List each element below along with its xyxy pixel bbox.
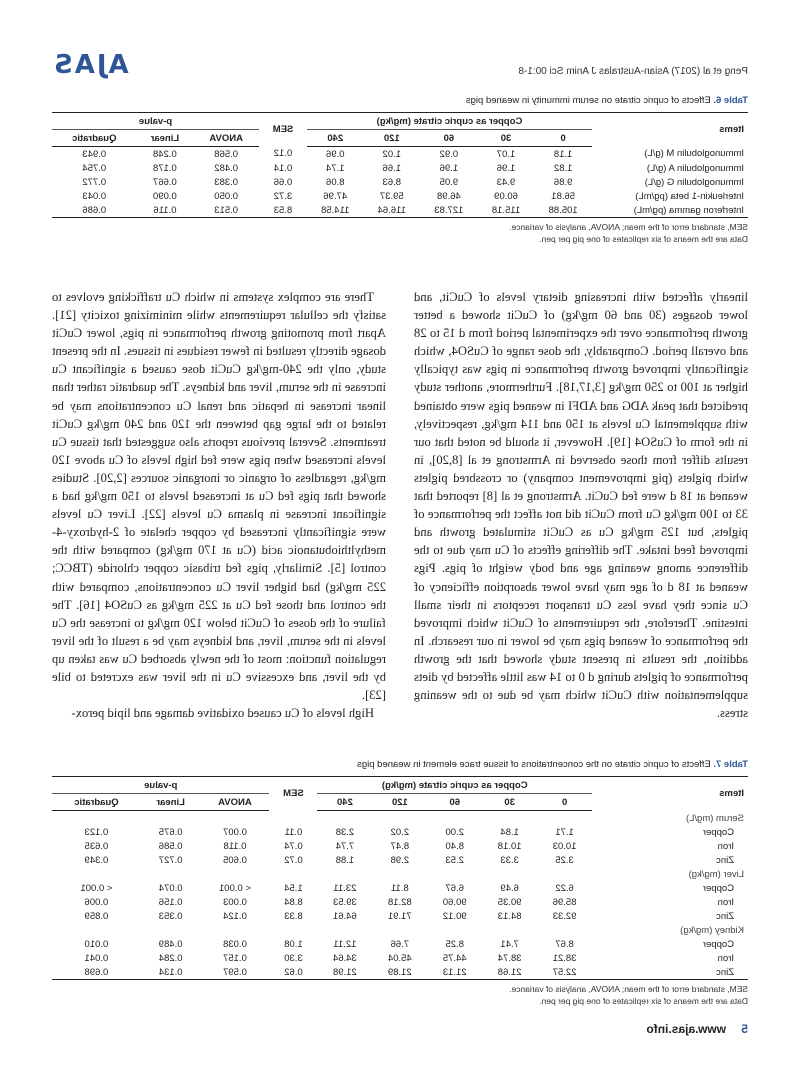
table-cell: 114.58 bbox=[307, 203, 364, 218]
table-cell: 0.96 bbox=[326, 148, 345, 160]
data-table bbox=[52, 776, 748, 980]
table-label: Table 7. bbox=[713, 759, 748, 770]
table-cell: 0.156 bbox=[158, 896, 183, 908]
table-cell: 9.43 bbox=[496, 176, 516, 188]
row-label: Interleukin-1 beta (pg/mL) bbox=[635, 190, 744, 202]
column-header-dose: 30 bbox=[482, 794, 537, 811]
table-cell: 0.12 bbox=[273, 148, 293, 160]
table-cell: 0.248 bbox=[153, 148, 177, 160]
row-label: Immunoglobulin G (g/L) bbox=[644, 176, 744, 188]
table-cell: 45.04 bbox=[387, 952, 412, 964]
table-row bbox=[52, 909, 748, 923]
table-cell: 0.038 bbox=[223, 938, 247, 950]
table-cell: 22.57 bbox=[537, 965, 592, 980]
body-column-left bbox=[414, 288, 748, 722]
table-cell: 2.00 bbox=[445, 826, 464, 838]
table-row bbox=[52, 853, 748, 867]
table-cell: 0.489 bbox=[158, 938, 183, 950]
table-cell: 2.98 bbox=[390, 854, 410, 866]
table-cell: 7.74 bbox=[335, 840, 355, 852]
table-cell: 0.62 bbox=[269, 965, 317, 980]
table-cell: 1.84 bbox=[500, 826, 519, 838]
column-header-linear: Linear bbox=[137, 130, 194, 147]
table-cell: 0.157 bbox=[223, 952, 247, 964]
table-cell: 3.25 bbox=[555, 854, 574, 866]
table-cell: 1.18 bbox=[553, 148, 573, 160]
table-cell: 0.14 bbox=[273, 162, 293, 174]
column-header-sem: SEM bbox=[269, 777, 317, 811]
data-table bbox=[52, 112, 748, 218]
table-cell: 90.60 bbox=[442, 896, 467, 908]
table-cell: 0.043 bbox=[82, 190, 107, 202]
table-cell: 127.83 bbox=[420, 203, 478, 218]
table-cell: 0.635 bbox=[84, 840, 109, 852]
column-group-copper: Copper as cupric citrate (mg/kg) bbox=[307, 113, 592, 130]
table-cell: 23.11 bbox=[333, 882, 357, 894]
table-cell: 1.08 bbox=[284, 938, 303, 950]
table-cell: 0.74 bbox=[284, 840, 303, 852]
table-cell: 9.05 bbox=[439, 176, 459, 188]
table-cell: 0.118 bbox=[223, 840, 247, 852]
column-group-copper: Copper as cupric citrate (mg/kg) bbox=[317, 777, 592, 794]
table-cell: 0.686 bbox=[52, 203, 137, 218]
table-cell: 0.123 bbox=[84, 826, 109, 838]
table-cell: 0.698 bbox=[52, 965, 141, 980]
table-cell: 3.72 bbox=[273, 190, 293, 202]
table-cell: 8.84 bbox=[284, 896, 303, 908]
paragraph: linearly affected with increasing dietary levels of CuCit, and lower dosages (30 and 60 mg/kg) of CuCit showed a better growth performance over the experimental period from d 15 to 28 and overall period. Comparably, the dose range of CuSO4, which significantly improved growth performance in pigs was typically higher at 100 to 250 mg/kg [3,17,18]. Furthermore, another study predicted that peak ADG and ADFI in weaned pigs were obtained with supplemental Cu levels at 150 and 114 mg/kg, respectively, in the form of CuSO4 [19]. However, it should be noted that our results differ from those observed in Armstrong et al [8,20], in which piglets (pig improvement company) or crossbred piglets weaned at 18 d were fed CuCit. Armstrong et al [8] reported that 33 to 100 mg/kg Cu from CuCit did not affect the performance of piglets, but 125 mg/kg Cu as CuCit stimulated growth and improved feed intake. The differing effects of Cu may due to the difference among weaning age and body weight of pigs. Pigs weaned at 18 d of age may have lower absorption efficiency of Cu since they have less Cu transport receptors in their small intestine. Therefore, the requirements of CuCit which improved the performance of weaned pigs may be lower in our research. In addition, the results in present study showed that the growth performance of piglets during d 0 to 14 was little affected by diets supplementation with CuCit which may be due to the weaning stress. bbox=[414, 290, 748, 721]
table-cell: 6.22 bbox=[555, 882, 574, 894]
table-footnote: SEM, standard error of the mean; ANOVA, analysis of variance. bbox=[509, 984, 748, 994]
table-cell: 8.11 bbox=[390, 882, 409, 894]
table-cell: 44.75 bbox=[442, 952, 467, 964]
table-cell: 0.050 bbox=[214, 190, 239, 202]
table-row bbox=[52, 881, 748, 895]
column-header-dose: 120 bbox=[372, 794, 427, 811]
column-header-items: Items bbox=[592, 113, 748, 147]
table-cell: 0.074 bbox=[158, 882, 183, 894]
group-label: Liver (mg/kg) bbox=[688, 868, 744, 880]
table-cell: 1.82 bbox=[553, 162, 573, 174]
table-cell: 6.49 bbox=[500, 882, 519, 894]
page-footer bbox=[52, 1022, 748, 1042]
row-label: Copper bbox=[702, 826, 734, 838]
column-header-quadratic: Quadratic bbox=[52, 130, 137, 147]
table-cell: 0.003 bbox=[223, 896, 247, 908]
column-header-dose: 0 bbox=[537, 794, 592, 811]
table-cell: 8.63 bbox=[382, 176, 402, 188]
table-cell: 0.72 bbox=[284, 854, 303, 866]
table-cell: 0.754 bbox=[82, 162, 107, 174]
table-cell: 12.11 bbox=[333, 938, 357, 950]
table-cell: 10.18 bbox=[497, 840, 522, 852]
table-cell: 0.859 bbox=[84, 910, 109, 922]
table-cell: 0.727 bbox=[158, 854, 183, 866]
column-header-dose: 0 bbox=[534, 130, 592, 147]
column-header-dose: 240 bbox=[317, 794, 372, 811]
table-cell: 8.33 bbox=[284, 910, 303, 922]
table-cell: 1.66 bbox=[382, 162, 402, 174]
table-cell: 1.96 bbox=[439, 162, 459, 174]
table-cell: 59.37 bbox=[379, 190, 404, 202]
table-body bbox=[52, 147, 748, 218]
page-number: 5 bbox=[741, 1022, 748, 1036]
journal-url[interactable]: www.ajas.info bbox=[646, 1022, 726, 1036]
row-label: Zinc bbox=[716, 854, 734, 866]
table-row bbox=[52, 189, 748, 203]
column-header-linear: Linear bbox=[141, 794, 201, 811]
row-label: Iron bbox=[717, 952, 734, 964]
table-cell: 0.568 bbox=[214, 148, 239, 160]
row-label: Copper bbox=[702, 938, 734, 950]
table-cell: 8.47 bbox=[390, 840, 410, 852]
table-cell: 46.98 bbox=[437, 190, 461, 202]
column-header-dose: 120 bbox=[364, 130, 421, 147]
table-cell: 1.54 bbox=[284, 882, 303, 894]
column-group-p-value: p-value bbox=[52, 777, 269, 794]
table-cell: 0.349 bbox=[84, 854, 109, 866]
row-label: Iron bbox=[717, 840, 734, 852]
row-label: Zinc bbox=[716, 910, 734, 922]
table-cell: 0.11 bbox=[284, 826, 303, 838]
table-cell: 0.586 bbox=[158, 840, 183, 852]
paragraph: There are complex systems in which Cu trafficking evolves to satisfy the cellular requirements while minimizing toxicity [21]. Apart from promoting growth performance in pigs, lower CuCit dosage directly resulted in fewer residues in tissues. In the present study, only the 240-mg/kg CuCit dose caused a significant Cu increase in the serum, liver and kidneys. The quadratic rather than linear increase in hepatic and renal Cu concentrations may be related to the large gap between the 120 and 240 mg/kg CuCit treatments. Several previous reports also suggested that tissue Cu levels increased when pigs were fed high levels of Cu above 120 mg/kg, regardless of organic or inorganic sources [2,20]. Studies showed that pigs fed Cu at increased levels to 150 mg/kg had a significant increase in plasma Cu levels [22]. Liver Cu levels were significantly increased by copper chelate of 2-hydroxy-4-methylthiobutanoic acid (Cu at 170 mg/kg) compared with the control [5]. Similarly, pigs fed tribasic copper chloride (TBCC; 225 mg/kg) had higher liver Cu concentrations, compared with the control and those fed Cu at 225 mg/kg as CuSO4 [16]. The failure of the doses of CuCit below 120 mg/kg to increase the Cu levels in the serum, liver, and kidneys may be a result of the liver regulation function: most of the newly absorbed Cu was taken up by the liver, and excessive Cu in the liver was excreted to bile [23]. bbox=[52, 290, 386, 703]
column-header-items: Items bbox=[592, 777, 748, 811]
table-row bbox=[52, 825, 748, 839]
table-cell: < 0.001 bbox=[218, 882, 251, 894]
table-cell: 21.68 bbox=[482, 965, 537, 980]
table-cell: 0.383 bbox=[214, 176, 239, 188]
column-header-anova: ANOVA bbox=[200, 794, 269, 811]
table-cell: 0.006 bbox=[84, 896, 109, 908]
table-cell: 90.35 bbox=[497, 896, 522, 908]
table-cell: 0.134 bbox=[141, 965, 201, 980]
table-group-row bbox=[52, 811, 748, 826]
table-row bbox=[52, 161, 748, 175]
table-cell: 92.33 bbox=[552, 910, 577, 922]
column-header-dose: 60 bbox=[427, 794, 482, 811]
table-cell: 115.18 bbox=[478, 203, 535, 218]
table-cell: 64.61 bbox=[333, 910, 357, 922]
table-cell: 0.772 bbox=[82, 176, 107, 188]
table-cell: 8.40 bbox=[445, 840, 464, 852]
table-cell: 0.943 bbox=[82, 148, 107, 160]
table-group-row bbox=[52, 867, 748, 881]
table-cell: 7.41 bbox=[500, 938, 519, 950]
table-cell: 38.21 bbox=[552, 952, 577, 964]
paragraph: High levels of Cu caused oxidative damage and lipid perox- bbox=[71, 706, 374, 721]
table-cell: 0.124 bbox=[223, 910, 247, 922]
table-cell: 56.81 bbox=[551, 190, 576, 202]
table-cell: 38.74 bbox=[497, 952, 522, 964]
table-cell: 21.89 bbox=[372, 965, 427, 980]
table-group-row bbox=[52, 923, 748, 937]
table-body bbox=[52, 811, 748, 980]
table-cell: 2.53 bbox=[445, 854, 464, 866]
table-title: Effects of cupric citrate on the concentrations of tissue trace element in weaned pigs bbox=[357, 759, 714, 770]
table-cell: 82.18 bbox=[387, 896, 412, 908]
table-cell: 105.88 bbox=[534, 203, 592, 218]
table-cell: 8.67 bbox=[555, 938, 574, 950]
table-row bbox=[52, 895, 748, 909]
column-header-dose: 240 bbox=[307, 130, 364, 147]
table-cell: 71.91 bbox=[387, 910, 412, 922]
column-group-p-value: p-value bbox=[52, 113, 259, 130]
table-row bbox=[52, 937, 748, 951]
table-cell: < 0.001 bbox=[80, 882, 113, 894]
table-cell: 60.09 bbox=[494, 190, 518, 202]
table-cell: 2.02 bbox=[390, 826, 410, 838]
table-cell: 2.38 bbox=[335, 826, 355, 838]
table-cell: 0.007 bbox=[223, 826, 247, 838]
table-row bbox=[52, 951, 748, 965]
column-header-sem: SEM bbox=[259, 113, 307, 147]
table-cell: 0.482 bbox=[214, 162, 239, 174]
row-label: Interferon gamma (pg/mL) bbox=[592, 203, 748, 218]
table-title: Effects of cupric citrate on serum immunity in weaned pigs bbox=[465, 95, 714, 106]
table-cell: 0.597 bbox=[200, 965, 269, 980]
column-header-dose: 30 bbox=[478, 130, 535, 147]
table-cell: 1.07 bbox=[496, 148, 516, 160]
group-label: Kidney (mg/kg) bbox=[680, 924, 744, 936]
table-cell: 1.74 bbox=[326, 162, 345, 174]
row-label: Iron bbox=[717, 896, 734, 908]
table-cell: 0.116 bbox=[137, 203, 194, 218]
row-label: Zinc bbox=[592, 965, 748, 980]
table-cell: 0.605 bbox=[223, 854, 247, 866]
table-cell: 9.86 bbox=[553, 176, 573, 188]
table-footnote: Data are the means of six replicates of one pig per pen. bbox=[539, 234, 748, 244]
row-label: Immunoglobulin M (g/L) bbox=[644, 148, 744, 160]
table-cell: 7.66 bbox=[390, 938, 410, 950]
table-caption bbox=[52, 758, 748, 772]
column-header-anova: ANOVA bbox=[193, 130, 259, 147]
table-cell: 1.02 bbox=[382, 148, 402, 160]
table-cell: 0.66 bbox=[273, 176, 293, 188]
page-header bbox=[52, 50, 748, 84]
table-cell: 0.667 bbox=[153, 176, 177, 188]
running-title: Peng et al (2017) Asian-Australas J Anim Sci 00:1-8 bbox=[518, 66, 748, 77]
row-label: Immunoglobulin A (g/L) bbox=[646, 162, 744, 174]
table-cell: 0.041 bbox=[84, 952, 109, 964]
table-7 bbox=[52, 758, 748, 1007]
column-header-dose: 60 bbox=[420, 130, 478, 147]
table-6 bbox=[52, 94, 748, 245]
table-cell: 0.353 bbox=[158, 910, 183, 922]
table-cell: 0.284 bbox=[158, 952, 183, 964]
table-cell: 6.67 bbox=[445, 882, 464, 894]
table-footnote: Data are the means of six replicates of one pig per pen. bbox=[539, 996, 748, 1006]
table-cell: 0.090 bbox=[153, 190, 177, 202]
table-label: Table 6. bbox=[713, 95, 748, 106]
table-cell: 116.64 bbox=[364, 203, 421, 218]
table-cell: 47.96 bbox=[323, 190, 348, 202]
table-cell: 10.03 bbox=[552, 840, 577, 852]
table-row bbox=[52, 203, 748, 218]
table-footnote: SEM, standard error of the mean; ANOVA, analysis of variance. bbox=[509, 222, 748, 232]
table-cell: 34.64 bbox=[333, 952, 357, 964]
table-row bbox=[52, 965, 748, 980]
body-column-right bbox=[52, 288, 386, 722]
table-cell: 3.33 bbox=[500, 854, 519, 866]
journal-logo: AJAS bbox=[52, 50, 129, 80]
table-cell: 0.513 bbox=[193, 203, 259, 218]
table-cell: 8.53 bbox=[259, 203, 307, 218]
table-row bbox=[52, 175, 748, 189]
table-cell: 8.06 bbox=[326, 176, 345, 188]
table-cell: 21.13 bbox=[427, 965, 482, 980]
group-label: Serum (mg/L) bbox=[685, 812, 744, 824]
table-cell: 90.12 bbox=[442, 910, 467, 922]
table-cell: 85.96 bbox=[552, 896, 577, 908]
table-cell: 39.53 bbox=[333, 896, 357, 908]
table-cell: 0.178 bbox=[153, 162, 177, 174]
table-caption bbox=[52, 94, 748, 108]
table-row bbox=[52, 147, 748, 162]
table-cell: 0.675 bbox=[158, 826, 183, 838]
table-cell: 0.010 bbox=[84, 938, 109, 950]
table-cell: 1.71 bbox=[555, 826, 574, 838]
table-cell: 1.88 bbox=[335, 854, 355, 866]
table-cell: 21.98 bbox=[317, 965, 372, 980]
table-cell: 1.96 bbox=[496, 162, 516, 174]
table-cell: 84.13 bbox=[497, 910, 522, 922]
table-cell: 8.25 bbox=[445, 938, 464, 950]
table-cell: 0.92 bbox=[439, 148, 459, 160]
table-cell: 3.30 bbox=[284, 952, 303, 964]
column-header-quadratic: Quadratic bbox=[52, 794, 141, 811]
table-row bbox=[52, 839, 748, 853]
row-label: Copper bbox=[702, 882, 734, 894]
